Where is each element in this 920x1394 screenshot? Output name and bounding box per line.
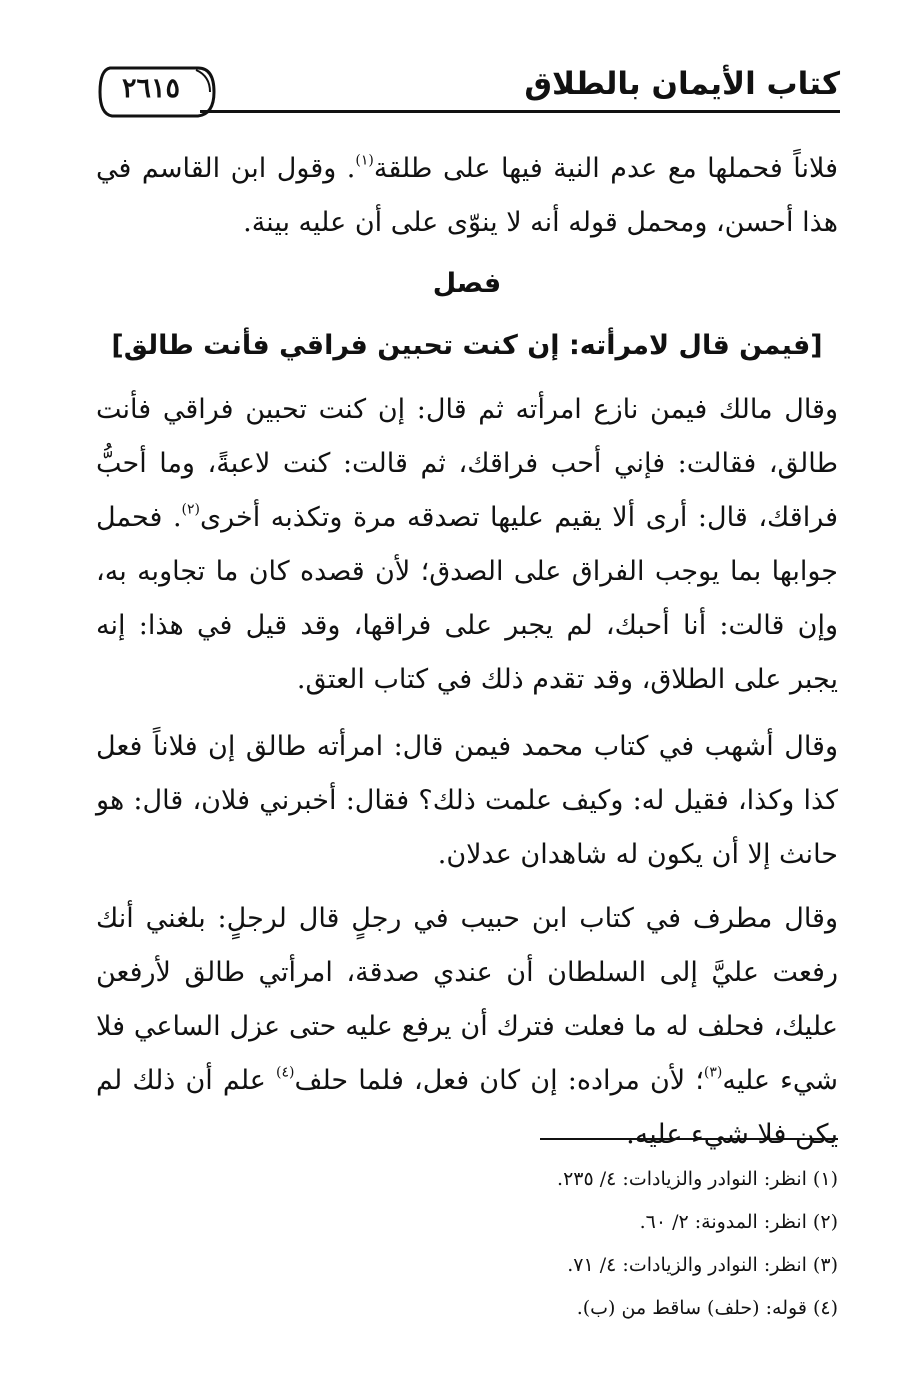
footnote-2: (٢) انظر: المدونة: ٢/ ٦٠. bbox=[639, 1211, 838, 1233]
paragraph-2-text: وقال أشهب في كتاب محمد فيمن قال: امرأته طالق إن فلاناً فعل كذا وكذا، فقيل له: وكيف علمت ذلك؟ فقال: أخبرني فلان، قال: هو حانث إلا أن يكون له شاهدان عدلان. bbox=[96, 731, 838, 870]
paragraph-1-text: وقال مالك فيمن نازع امرأته ثم قال: إن كنت تحبين فراقي فأنت طالق، فقالت: فإني أحب فراقك، ثم قالت: كنت لاعبةً، وما أحبُّ فراقك، قال: أرى ألا يقيم عليها تصدقه مرة وتكذبه أخرى bbox=[96, 394, 839, 533]
paragraph-1 bbox=[96, 383, 838, 707]
footnote-ref-1[interactable]: (١) bbox=[355, 152, 374, 169]
footnote-ref-4[interactable]: (٤) bbox=[276, 1064, 295, 1081]
paragraph-2 bbox=[96, 720, 838, 882]
intro-text: فلاناً فحملها مع عدم النية فيها على طلقة bbox=[373, 153, 839, 184]
paragraph-3 bbox=[96, 892, 838, 1162]
intro-text-cont: . وقول ابن القاسم في هذا أحسن، ومحمل قوله أنه لا ينوّى على أن عليه بينة. bbox=[96, 153, 838, 238]
paragraph-3-text-cont: ؛ لأن مراده: إن كان فعل، فلما حلف bbox=[294, 1065, 704, 1096]
intro-paragraph bbox=[96, 142, 838, 250]
footnote-4: (٤) قوله: (حلف) ساقط من (ب). bbox=[576, 1297, 838, 1319]
footnote-3: (٣) انظر: النوادر والزيادات: ٤/ ٧١. bbox=[567, 1254, 838, 1276]
footnote-ref-2[interactable]: (٢) bbox=[181, 501, 200, 518]
header-rule bbox=[200, 110, 840, 113]
footnote-separator bbox=[540, 1138, 838, 1140]
footnote-ref-3[interactable]: (٣) bbox=[703, 1064, 723, 1081]
page-header bbox=[80, 58, 840, 120]
section-subtitle: [فيمن قال لامرأته: إن كنت تحبين فراقي فأنت طالق] bbox=[111, 330, 823, 361]
paragraph-1-text-cont: . فحمل جوابها بما يوجب الفراق على الصدق؛ لأن قصده كان ما تجاوبه به، وإن قالت: أنا أحبك، لم يجبر على فراقها، وقد قيل في هذا: إنه يجبر على الطلاق، وقد تقدم ذلك في كتاب العتق. bbox=[96, 502, 838, 695]
paragraph-3-text: وقال مطرف في كتاب ابن حبيب في رجلٍ قال لرجلٍ: بلغني أنك رفعت عليَّ إلى السلطان أن عندي صدقة، امرأتي طالق لأرفعن عليك، فحلف له ما فعلت فترك أن يرفع عليه حتى عزل الساعي فلا شيء عليه bbox=[96, 903, 838, 1096]
footnotes bbox=[96, 1158, 838, 1330]
page-number-badge bbox=[98, 64, 204, 114]
section-heading: فصل bbox=[432, 268, 502, 299]
footnote-1: (١) انظر: النوادر والزيادات: ٤/ ٢٣٥. bbox=[557, 1168, 838, 1190]
page-number: ٢٦١٥ bbox=[121, 73, 180, 104]
running-title: كتاب الأيمان بالطلاق bbox=[524, 66, 840, 102]
paragraph-3-text-end: علم أن ذلك لم يكن فلا شيء عليه. bbox=[96, 1065, 838, 1150]
